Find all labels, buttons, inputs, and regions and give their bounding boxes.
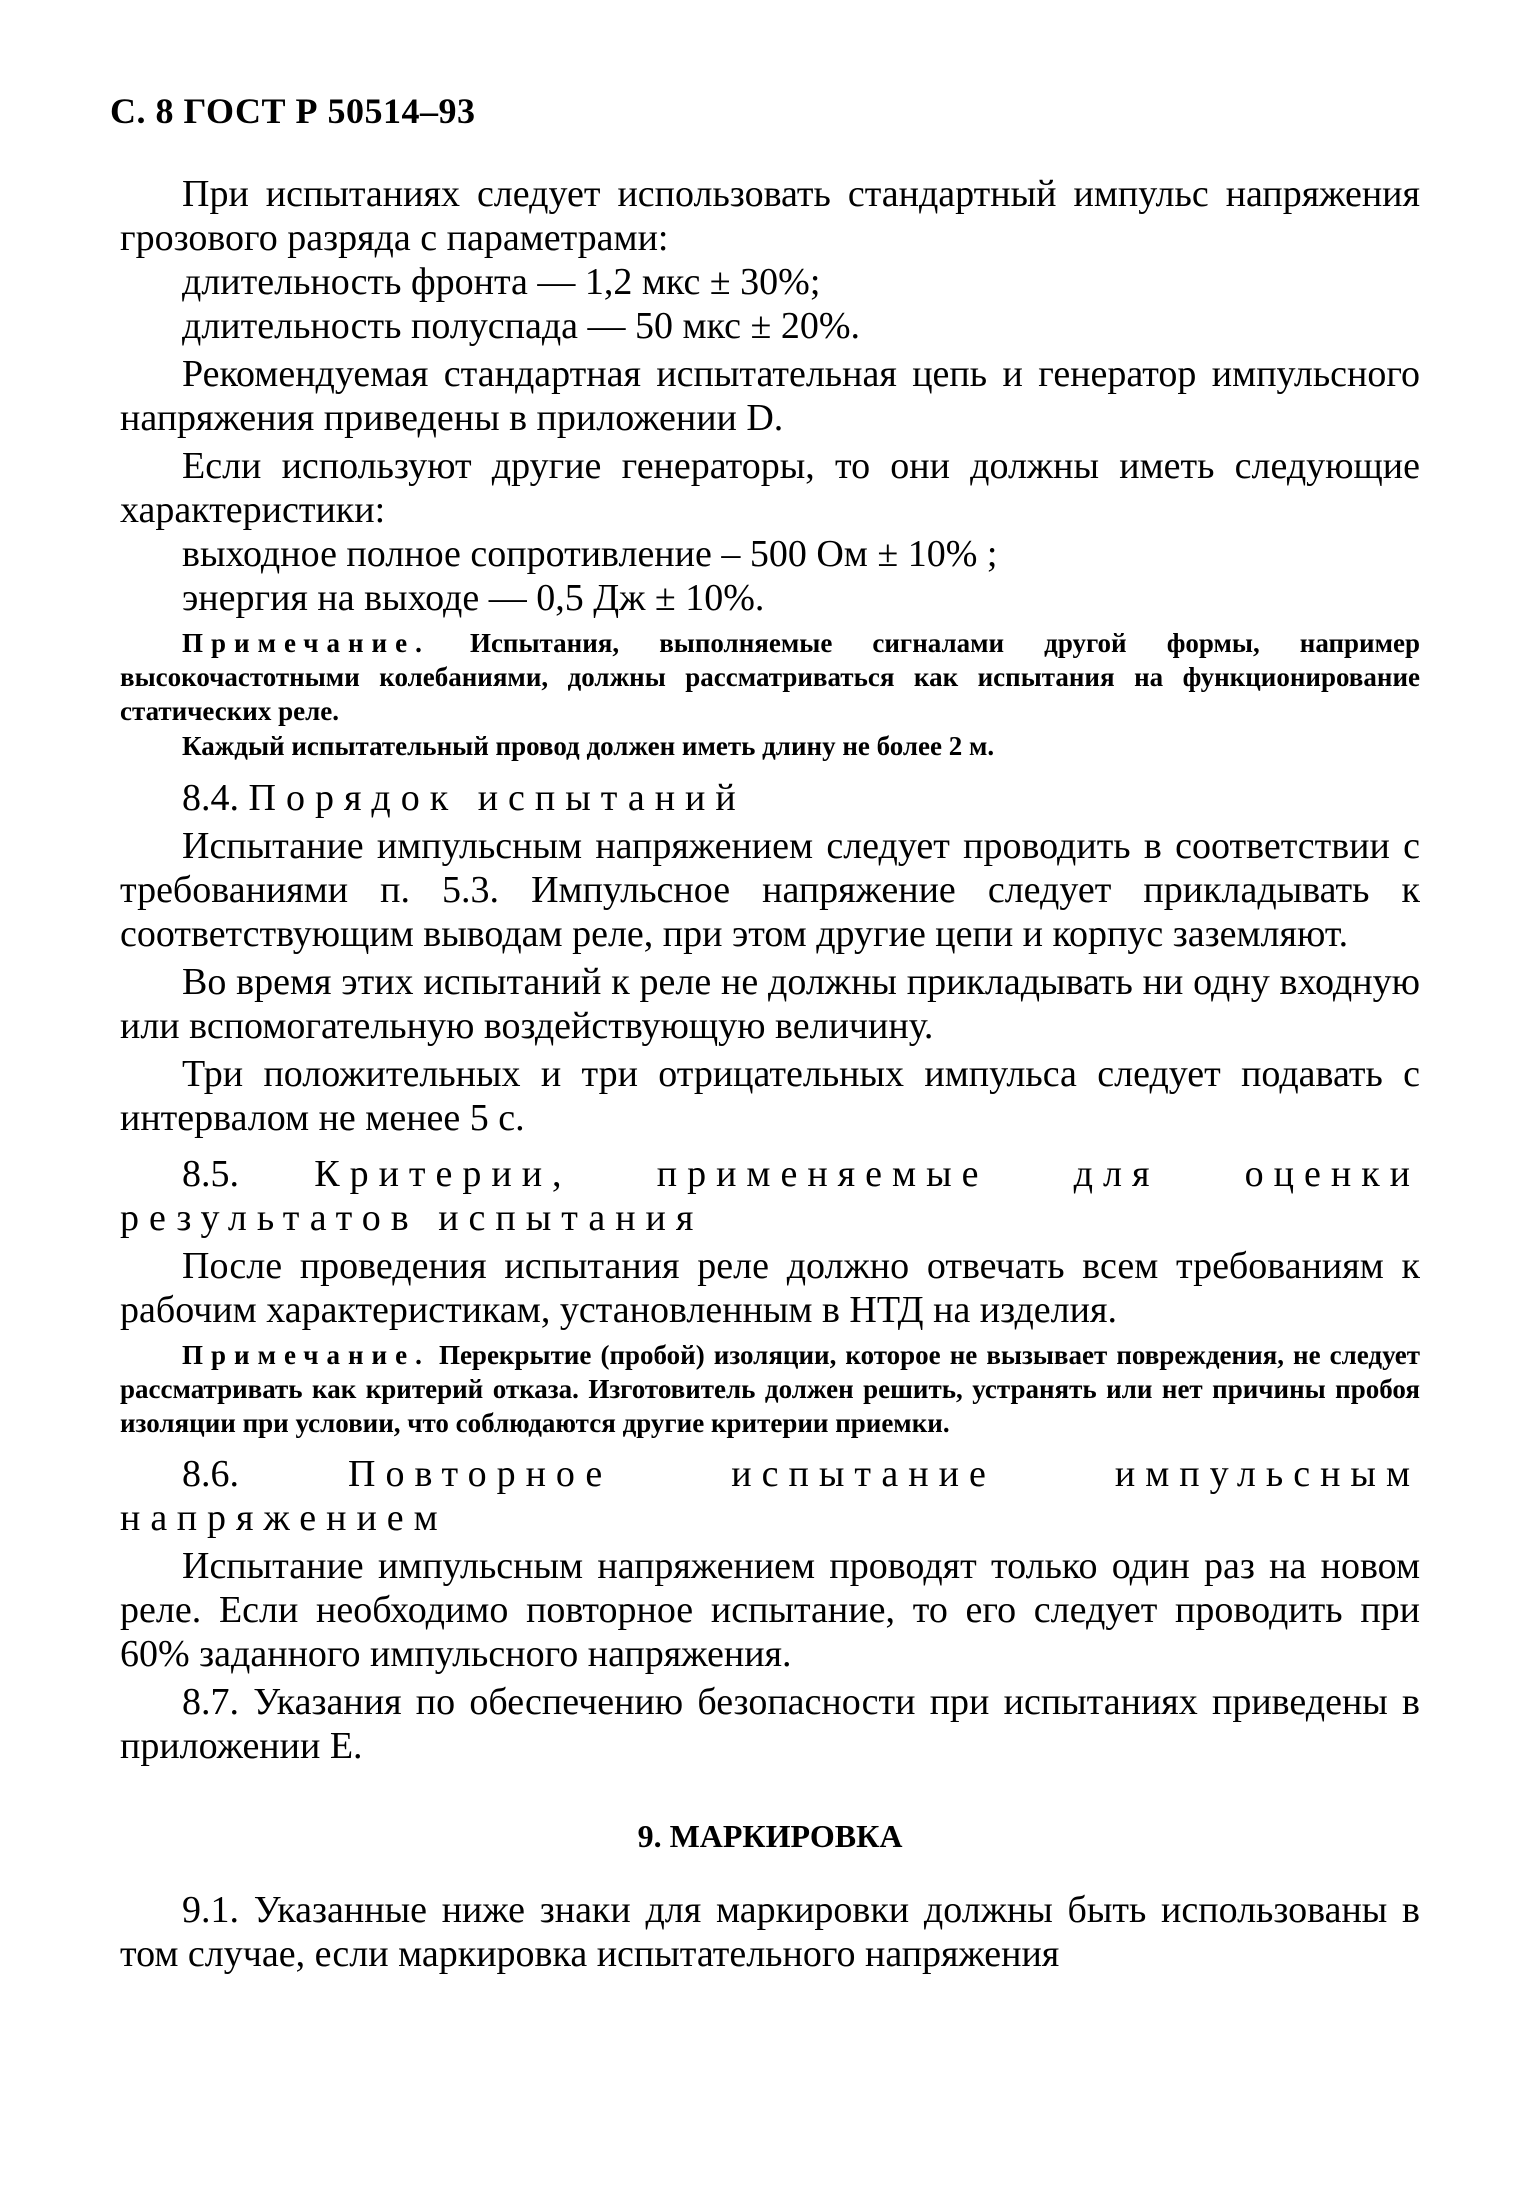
list-item-output-energy: энергия на выходе — 0,5 Дж ± 10%. bbox=[182, 577, 765, 619]
section-8-4-title: Порядок испытаний bbox=[248, 777, 746, 819]
section-8-6-title: Повторное испытание импульсным напряжением bbox=[120, 1453, 1420, 1539]
note-2 bbox=[120, 1338, 1420, 1440]
note-1-extra: Каждый испытательный провод должен иметь длину не более 2 м. bbox=[182, 731, 995, 761]
list-item-front-duration: длительность фронта — 1,2 мкс ± 30%; bbox=[182, 261, 821, 303]
paragraph-8-4-2: Во время этих испытаний к реле не должны прикладывать ни одну входную или вспомогательную воздействующую величину. bbox=[120, 961, 1420, 1047]
section-8-5-heading bbox=[120, 1152, 1420, 1240]
list-item-output-impedance: выходное полное сопротивление – 500 Ом ± 10% ; bbox=[182, 533, 998, 575]
section-8-6-heading bbox=[120, 1452, 1420, 1540]
paragraph-9-1: 9.1. Указанные ниже знаки для маркировки должны быть использованы в том случае, если маркировка испытательного напряжения bbox=[120, 1889, 1420, 1975]
paragraph-8-5-1: После проведения испытания реле должно отвечать всем требованиям к рабочим характеристикам, установленным в НТД на изделия. bbox=[120, 1245, 1420, 1331]
note-2-label: Примечание. bbox=[182, 1340, 430, 1370]
list-item-halfdecay-duration: длительность полуспада — 50 мкс ± 20%. bbox=[182, 305, 860, 347]
section-8-4-heading bbox=[120, 776, 1420, 820]
paragraph-impulse-intro: При испытаниях следует использовать стандартный импульс напряжения грозового разряда с параметрами: bbox=[120, 173, 1420, 259]
section-8-6-number: 8.6. bbox=[182, 1453, 239, 1495]
note-2-text: Перекрытие (пробой) изоляции, которое не вызывает повреждения, не следует рассматривать как критерий отказа. Изготовитель должен решить, устранять или нет причины пробоя изоляции при условии, что соблюдаются другие критерии приемки. bbox=[120, 1340, 1421, 1438]
page-header: С. 8 ГОСТ Р 50514–93 bbox=[110, 91, 476, 131]
section-9-title: 9. МАРКИРОВКА bbox=[637, 1818, 903, 1854]
paragraph-recommended-circuit: Рекомендуемая стандартная испытательная цепь и генератор импульсного напряжения приведены в приложении D. bbox=[120, 353, 1420, 439]
paragraph-8-4-1: Испытание импульсным напряжением следует проводить в соответствии с требованиями п. 5.3. Импульсное напряжение следует прикладывать к соответствующим выводам реле, при этом другие цепи и корпус заземляют. bbox=[120, 825, 1420, 955]
paragraph-other-generators: Если используют другие генераторы, то они должны иметь следующие характеристики: bbox=[120, 445, 1420, 531]
paragraph-8-7: 8.7. Указания по обеспечению безопасности при испытаниях приведены в приложении Е. bbox=[120, 1681, 1420, 1767]
section-8-4-number: 8.4. bbox=[182, 777, 239, 819]
note-1-text: Испытания, выполняемые сигналами другой формы, например высокочастотными колебаниями, должны рассматриваться как испытания на функционирование статических реле. bbox=[120, 628, 1421, 726]
document-body bbox=[120, 172, 1420, 1976]
note-1-label: Примечание. bbox=[182, 628, 430, 658]
note-1 bbox=[120, 626, 1420, 728]
section-8-5-title: Критерии, применяемые для оценки результатов испытания bbox=[120, 1153, 1420, 1239]
section-8-5-number: 8.5. bbox=[182, 1153, 239, 1195]
paragraph-8-4-3: Три положительных и три отрицательных импульса следует подавать с интервалом не менее 5 с. bbox=[120, 1053, 1420, 1139]
paragraph-8-6-1: Испытание импульсным напряжением проводят только один раз на новом реле. Если необходимо повторное испытание, то его следует проводить при 60% заданного импульсного напряжения. bbox=[120, 1545, 1420, 1675]
